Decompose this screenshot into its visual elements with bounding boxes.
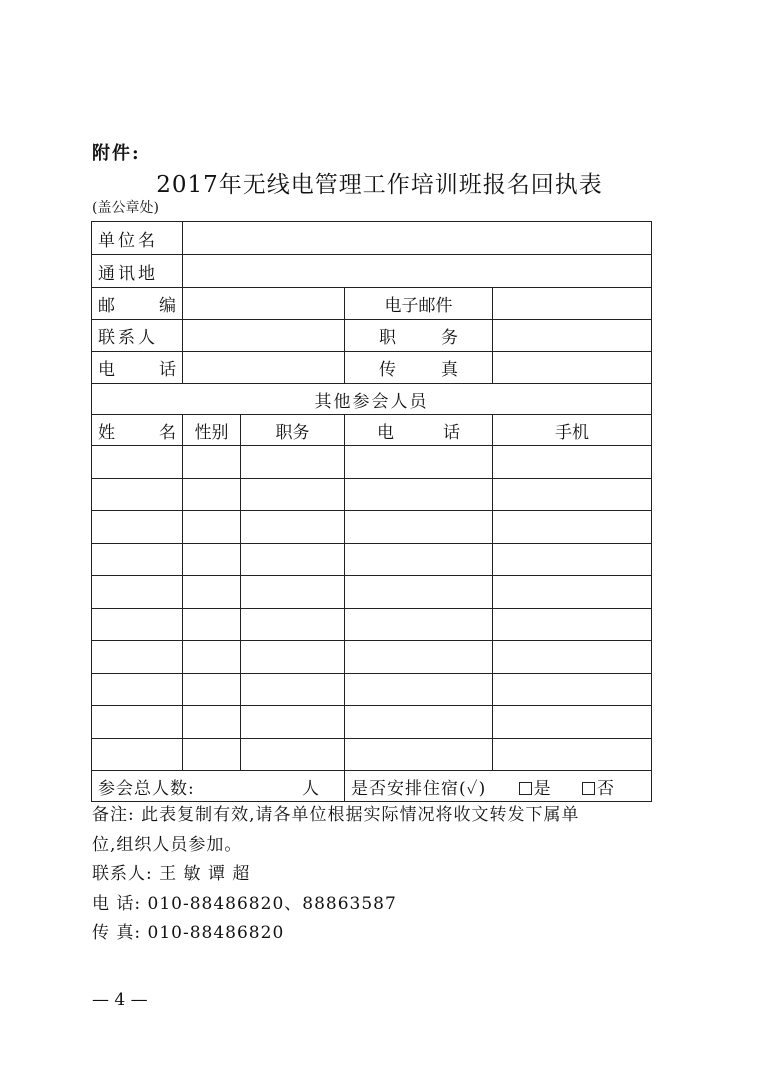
attendee-row	[92, 706, 652, 739]
attendee-gender-cell[interactable]	[183, 706, 241, 739]
attendee-gender-cell[interactable]	[183, 641, 241, 674]
attendee-name-cell[interactable]	[92, 543, 183, 576]
attendee-name-cell[interactable]	[92, 706, 183, 739]
attendee-mobile-cell[interactable]	[493, 446, 652, 479]
email-field[interactable]	[493, 288, 652, 320]
attendee-rows	[92, 446, 652, 771]
attendee-mobile-cell[interactable]	[493, 543, 652, 576]
address-label: 通讯地	[92, 255, 183, 288]
attendee-phone-cell[interactable]	[345, 608, 493, 641]
option-yes[interactable]: 是	[519, 779, 552, 799]
notes	[92, 800, 657, 860]
address-field[interactable]	[183, 255, 652, 288]
attendee-position-cell[interactable]	[241, 641, 345, 674]
attendee-row	[92, 641, 652, 674]
attendee-phone-cell[interactable]	[345, 673, 493, 706]
fax-field[interactable]	[493, 352, 652, 384]
phone-field[interactable]	[183, 352, 345, 384]
summary-row	[92, 771, 652, 802]
attendee-row	[92, 673, 652, 706]
total-attendees-cell[interactable]	[92, 771, 345, 802]
attendee-row	[92, 576, 652, 609]
attendee-phone-cell[interactable]	[345, 706, 493, 739]
attendee-row	[92, 446, 652, 479]
accommodation-cell	[345, 771, 652, 802]
person-unit: 人	[302, 778, 320, 799]
attendee-position-cell[interactable]	[241, 543, 345, 576]
attendee-name-cell[interactable]	[92, 446, 183, 479]
accommodation-question: 是否安排住宿(✓)	[351, 778, 487, 799]
attendee-mobile-cell[interactable]	[493, 673, 652, 706]
contact-field[interactable]	[183, 320, 345, 352]
attendee-position-cell[interactable]	[241, 446, 345, 479]
attendee-mobile-cell[interactable]	[493, 706, 652, 739]
others-section-title: 其他参会人员	[92, 384, 652, 415]
attendee-phone-cell[interactable]	[345, 641, 493, 674]
unit-name-field[interactable]	[183, 222, 652, 255]
col-gender-header: 性别	[183, 415, 241, 446]
attendee-position-cell[interactable]	[241, 706, 345, 739]
attendee-position-cell[interactable]	[241, 608, 345, 641]
position-label: 职 务	[345, 320, 493, 352]
attendee-mobile-cell[interactable]	[493, 511, 652, 544]
attendee-row	[92, 543, 652, 576]
postcode-field[interactable]	[183, 288, 345, 320]
attendee-gender-cell[interactable]	[183, 576, 241, 609]
attendee-mobile-cell[interactable]	[493, 608, 652, 641]
page-number: — 4 —	[92, 990, 148, 1010]
note-line-1: 备注: 此表复制有效,请各单位根据实际情况将收文转发下属单	[92, 805, 580, 825]
attendee-phone-cell[interactable]	[345, 738, 493, 771]
col-phone-header: 电 话	[345, 415, 493, 446]
attendee-header-row	[92, 415, 652, 446]
attendee-position-cell[interactable]	[241, 738, 345, 771]
attendee-phone-cell[interactable]	[345, 576, 493, 609]
attendee-name-cell[interactable]	[92, 673, 183, 706]
attendee-gender-cell[interactable]	[183, 543, 241, 576]
note-line-2: 位,组织人员参加。	[92, 835, 243, 855]
attendee-position-cell[interactable]	[241, 576, 345, 609]
option-no[interactable]: 否	[582, 779, 615, 799]
contact-people: 联系人: 王 敏 谭 超	[92, 864, 251, 884]
col-mobile-header: 手机	[493, 415, 652, 446]
position-field[interactable]	[493, 320, 652, 352]
attachment-label: 附件:	[92, 143, 141, 164]
fax-label: 传 真	[345, 352, 493, 384]
attendee-name-cell[interactable]	[92, 738, 183, 771]
form-title: 2017年无线电管理工作培训班报名回执表	[156, 172, 603, 198]
seal-note: (盖公章处)	[92, 200, 159, 216]
attendee-gender-cell[interactable]	[183, 608, 241, 641]
phone-label: 电 话	[92, 352, 183, 384]
attendee-name-cell[interactable]	[92, 641, 183, 674]
attendee-position-cell[interactable]	[241, 478, 345, 511]
attendee-gender-cell[interactable]	[183, 511, 241, 544]
attendee-gender-cell[interactable]	[183, 673, 241, 706]
attendee-mobile-cell[interactable]	[493, 738, 652, 771]
contact-label: 联系人	[92, 320, 183, 352]
attendee-phone-cell[interactable]	[345, 511, 493, 544]
checkbox-no[interactable]	[582, 782, 595, 795]
col-position-header: 职务	[241, 415, 345, 446]
attendee-phone-cell[interactable]	[345, 446, 493, 479]
col-name-header: 姓 名	[92, 415, 183, 446]
attendee-mobile-cell[interactable]	[493, 576, 652, 609]
attendee-name-cell[interactable]	[92, 478, 183, 511]
registration-form	[91, 221, 652, 802]
checkbox-yes[interactable]	[519, 782, 532, 795]
attendee-row	[92, 738, 652, 771]
attendee-gender-cell[interactable]	[183, 446, 241, 479]
attendee-position-cell[interactable]	[241, 673, 345, 706]
attendee-phone-cell[interactable]	[345, 543, 493, 576]
postcode-label: 邮 编	[92, 288, 183, 320]
attendee-gender-cell[interactable]	[183, 478, 241, 511]
attendee-mobile-cell[interactable]	[493, 478, 652, 511]
contact-fax: 传 真: 010-88486820	[92, 923, 285, 943]
total-attendees-label: 参会总人数:	[98, 778, 195, 799]
attendee-row	[92, 608, 652, 641]
attendee-gender-cell[interactable]	[183, 738, 241, 771]
contact-phone: 电 话: 010-88486820、88863587	[92, 894, 397, 914]
unit-name-label: 单位名	[92, 222, 183, 255]
attendee-mobile-cell[interactable]	[493, 641, 652, 674]
attendee-position-cell[interactable]	[241, 511, 345, 544]
attendee-name-cell[interactable]	[92, 576, 183, 609]
email-label: 电子邮件	[345, 288, 493, 320]
attendee-name-cell[interactable]	[92, 511, 183, 544]
attendee-row	[92, 511, 652, 544]
attendee-phone-cell[interactable]	[345, 478, 493, 511]
attendee-name-cell[interactable]	[92, 608, 183, 641]
attendee-row	[92, 478, 652, 511]
